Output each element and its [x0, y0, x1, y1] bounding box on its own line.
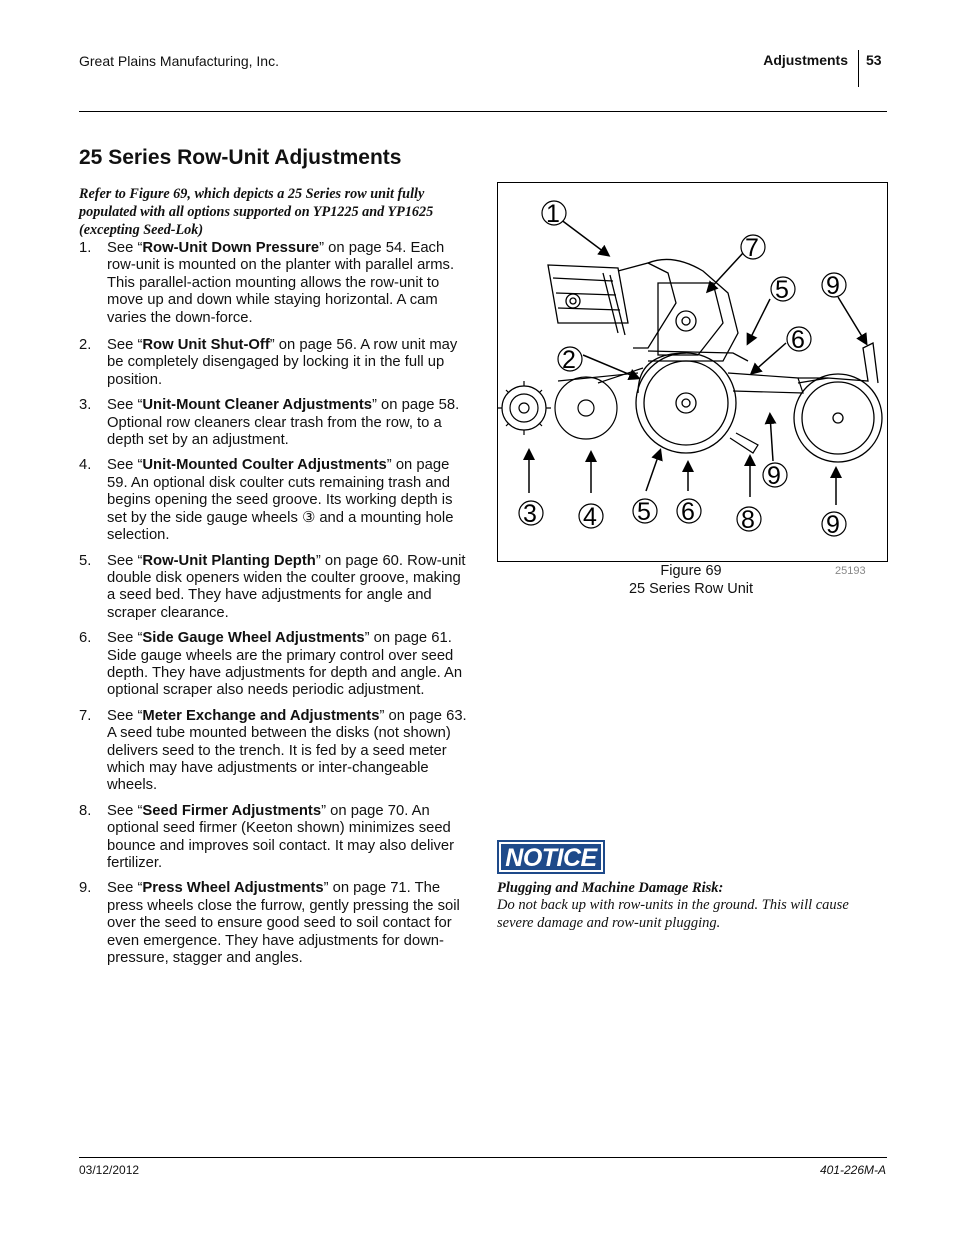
cross-reference[interactable]: Unit-Mount Cleaner Adjustments	[142, 397, 373, 414]
row-unit-frame	[548, 259, 748, 361]
callout-5: 5	[637, 498, 651, 526]
cross-reference[interactable]: Unit-Mounted Coulter Adjustments	[142, 457, 387, 474]
callout-2: 2	[562, 346, 576, 374]
header-divider	[858, 50, 859, 87]
cross-reference[interactable]: Seed Firmer Adjustments	[142, 802, 322, 819]
row-unit-illustration	[498, 183, 887, 561]
callout-1: 1	[546, 200, 560, 228]
figure-label: Figure 69	[660, 563, 722, 579]
list-item: 3. See “Unit-Mount Cleaner Adjustments” on page 58. Optional row cleaners clear trash from the row, to a depth set by an adjustment.	[79, 397, 460, 449]
cross-reference[interactable]: Meter Exchange and Adjustments	[142, 707, 380, 724]
cross-reference[interactable]: Side Gauge Wheel Adjustments	[142, 630, 365, 647]
callout-5: 5	[775, 276, 789, 304]
list-item: 6. See “Side Gauge Wheel Adjustments” on page 61. Side gauge wheels are the primary control over seed depth. They have adjustments for depth and angle. An optional scraper also needs periodic adjustment.	[79, 630, 463, 699]
notice-body: Do not back up with row-units in the ground. This will cause severe damage and row-unit plugging.	[497, 897, 849, 931]
callout-9: 9	[767, 462, 781, 490]
closing-linkage	[728, 373, 828, 453]
cross-reference[interactable]: Row-Unit Down Pressure	[142, 240, 320, 256]
list-item: 7. See “Meter Exchange and Adjustments” on page 63. A seed tube mounted between the disks (not shown) delivers seed to the trench. It is fed by a seed meter which may have adjustments or inter-changeable wheels.	[79, 707, 467, 794]
figure-caption	[591, 563, 791, 598]
cross-reference[interactable]: Row Unit Shut-Off	[142, 337, 270, 354]
figure-title: 25 Series Row Unit	[628, 580, 754, 597]
cross-reference[interactable]: Press Wheel Adjustments	[142, 880, 324, 897]
footer-doc-number: 401-226M-A	[819, 1163, 886, 1177]
list-item: 5. See “Row-Unit Planting Depth” on page 60. Row-unit double disk openers widen the coulter groove, making a seed bed. They have adjustments for angle and scraper clearance.	[79, 552, 466, 621]
list-item: 2. See “Row Unit Shut-Off” on page 56. A row unit may be completely disengaged by locking it in the full up position.	[79, 337, 458, 388]
footer-date: 03/12/2012	[79, 1163, 140, 1177]
list-item: 4. See “Unit-Mounted Coulter Adjustments” on page 59. An optional disk coulter cuts remaining trash and begins opening the seed groove. Its working depth is set by the side gauge wheels ③ and a mounting hole selection.	[79, 457, 454, 544]
steps-list	[79, 240, 471, 967]
callout-8: 8	[741, 506, 755, 534]
gauge-wheel	[636, 353, 736, 453]
cross-reference[interactable]: Row-Unit Planting Depth	[142, 552, 316, 569]
callout-7: 7	[745, 234, 759, 262]
list-item: 1. See “Row-Unit Down Pressure” on page 54. Each row-unit is mounted on the planter with parallel arms. This parallel-action mounting allows the row-unit to move up and down while staying horizontal. A cam varies the down-force.	[79, 240, 455, 326]
callout-6: 6	[791, 326, 805, 354]
list-item: 9. See “Press Wheel Adjustments” on page 71. The press wheels close the furrow, gently pressing the soil over the seed to ensure good seed to soil contact for even emergence. They have adjustments for down-pressure, stagger and angles.	[79, 880, 460, 967]
figure-id: 25193	[835, 565, 866, 577]
notice-badge	[497, 840, 605, 874]
footer-rule	[79, 1157, 887, 1158]
notice-label: NOTICE	[501, 844, 601, 870]
page-title: 25 Series Row-Unit Adjustments	[79, 146, 402, 169]
figure-frame	[497, 182, 888, 562]
callout-9: 9	[826, 272, 840, 300]
list-item: 8. See “Seed Firmer Adjustments” on page 70. An optional seed firmer (Keeton shown) minimizes seed bounce and improves soil contact. It may also deliver fertilizer.	[79, 802, 455, 871]
header-company: Great Plains Manufacturing, Inc.	[79, 53, 279, 69]
coulter-disk	[555, 368, 643, 439]
callout-9: 9	[826, 511, 840, 539]
callout-3: 3	[523, 500, 537, 528]
intro-paragraph: Refer to Figure 69, which depicts a 25 Series row unit fully populated with all options supported on YP1225 and YP1625 (excepting Seed-Lok)	[79, 186, 434, 238]
press-wheel	[794, 343, 882, 462]
header-rule	[79, 111, 887, 112]
page-number: 53	[866, 52, 882, 68]
callout-4: 4	[583, 503, 597, 531]
header-section: Adjustments	[763, 52, 848, 68]
row-cleaner	[498, 381, 551, 435]
callout-6: 6	[681, 498, 695, 526]
notice-title: Plugging and Machine Damage Risk:	[497, 880, 724, 896]
